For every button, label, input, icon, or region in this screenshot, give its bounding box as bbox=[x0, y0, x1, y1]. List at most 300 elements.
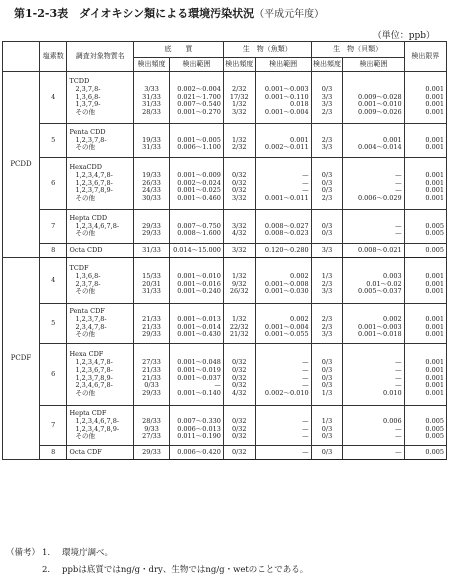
sh-freq-value: 3/3 bbox=[321, 287, 333, 296]
fish-range-cell bbox=[255, 158, 311, 210]
fish-freq-value: 0/32 bbox=[231, 447, 247, 456]
sh-freq-value: 0/3 bbox=[321, 381, 333, 390]
detection-limit-value: 0.001 bbox=[425, 194, 444, 203]
fish-freq-value: 0/32 bbox=[231, 432, 247, 441]
table-title bbox=[14, 5, 324, 21]
table-row bbox=[3, 124, 447, 158]
fish-range-value: — bbox=[302, 186, 309, 195]
fish-freq-value: 0/32 bbox=[231, 170, 247, 179]
notes-label: （備考） bbox=[6, 548, 41, 558]
fish-range-value: 0.001～0.008 bbox=[264, 279, 309, 288]
sed-range-value: 0.014～15.000 bbox=[173, 245, 221, 254]
header-sh-freq: 検出頻度 bbox=[311, 58, 343, 72]
fish-freq-value: 3/32 bbox=[231, 221, 247, 230]
fish-freq-value: 1/32 bbox=[231, 100, 247, 109]
fish-freq-cell bbox=[223, 124, 255, 158]
sed-range-value: 0.001～0.025 bbox=[177, 186, 221, 195]
fish-range-value: 0.001～0.055 bbox=[264, 330, 309, 339]
sh-freq-cell bbox=[311, 446, 343, 460]
sed-range-value: 0.002～0.024 bbox=[177, 178, 221, 187]
sh-range-value: — bbox=[395, 178, 402, 187]
sh-range-value: 0.003 bbox=[383, 271, 402, 280]
fish-range-cell bbox=[255, 210, 311, 244]
header-sediment: 底 質 bbox=[134, 42, 224, 58]
sh-freq-value: 0/3 bbox=[321, 357, 333, 366]
table-row bbox=[3, 72, 447, 124]
fish-freq-cell bbox=[223, 344, 255, 406]
fish-freq-value: 4/32 bbox=[231, 389, 247, 398]
fish-freq-value: 0/32 bbox=[231, 373, 247, 382]
detection-limit-cell bbox=[404, 158, 446, 210]
sh-range-value: 0.001～0.010 bbox=[357, 100, 402, 109]
fish-range-value: 0.001～0.003 bbox=[264, 84, 309, 93]
detection-limit-value: 0.001 bbox=[425, 170, 444, 179]
sed-freq-cell bbox=[134, 304, 170, 344]
sh-freq-value: 2/3 bbox=[321, 322, 333, 331]
sed-freq-cell bbox=[134, 258, 170, 304]
sed-range-value: 0.007～0.330 bbox=[177, 416, 221, 425]
fish-freq-value: 22/32 bbox=[229, 322, 249, 331]
sed-range-cell bbox=[170, 344, 224, 406]
sed-freq-value: 29/33 bbox=[142, 229, 161, 238]
sh-range-value: 0.01～0.02 bbox=[366, 279, 402, 288]
fish-freq-value: 0/32 bbox=[231, 381, 247, 390]
sh-freq-value: 0/3 bbox=[321, 84, 333, 93]
fish-freq-value: 0/32 bbox=[231, 416, 247, 425]
fish-range-value: — bbox=[302, 381, 309, 390]
fish-range-value: — bbox=[302, 178, 309, 187]
sed-range-value: 0.007～0.540 bbox=[177, 100, 221, 109]
detection-limit-value: 0.005 bbox=[425, 424, 444, 433]
sed-freq-value: 9/33 bbox=[144, 424, 159, 433]
sh-freq-value: 2/3 bbox=[321, 194, 333, 203]
substance-name: その他 bbox=[75, 229, 95, 238]
table-row bbox=[3, 210, 447, 244]
fish-freq-cell bbox=[223, 244, 255, 258]
substance-name: その他 bbox=[75, 432, 95, 441]
fish-freq-cell bbox=[223, 210, 255, 244]
sh-freq-value: 2/3 bbox=[321, 279, 333, 288]
sed-freq-value: 21/33 bbox=[142, 314, 161, 323]
note-row-1 bbox=[6, 545, 308, 562]
fish-range-value: 0.018 bbox=[290, 100, 309, 109]
sh-range-value: — bbox=[395, 447, 402, 456]
fish-freq-cell bbox=[223, 406, 255, 446]
substance-name: 1,3,6,8- bbox=[75, 271, 101, 280]
detection-limit-cell bbox=[404, 406, 446, 446]
fish-range-value: 0.002～0.010 bbox=[264, 389, 309, 398]
category-label: PCDD bbox=[3, 72, 40, 258]
sh-freq-value: 1/3 bbox=[321, 271, 333, 280]
sh-range-value: 0.001 bbox=[383, 135, 402, 144]
fish-freq-cell bbox=[223, 158, 255, 210]
sh-range-value: 0.009～0.026 bbox=[357, 108, 402, 117]
substance-names bbox=[67, 446, 134, 460]
sed-freq-value: 28/33 bbox=[142, 416, 161, 425]
sed-freq-value: 30/33 bbox=[142, 194, 161, 203]
sed-range-value: 0.011～0.190 bbox=[177, 432, 221, 441]
fish-freq-value: 2/32 bbox=[231, 143, 247, 152]
sed-range-cell bbox=[170, 158, 224, 210]
fish-freq-value: 3/32 bbox=[231, 108, 247, 117]
sed-range-cell bbox=[170, 210, 224, 244]
sh-range-value: 0.005～0.037 bbox=[357, 287, 402, 296]
sed-freq-cell bbox=[134, 406, 170, 446]
sed-range-value: 0.007～0.750 bbox=[177, 221, 221, 230]
sed-freq-cell bbox=[134, 158, 170, 210]
sed-freq-value: 29/33 bbox=[142, 447, 161, 456]
table-row bbox=[3, 304, 447, 344]
fish-range-cell bbox=[255, 124, 311, 158]
sh-range-cell bbox=[343, 446, 404, 460]
title-text: 第1-2-3表 ダイオキシン類による環境汚染状況 bbox=[14, 7, 255, 20]
sh-freq-cell bbox=[311, 258, 343, 304]
chlorine-count: 4 bbox=[40, 72, 67, 124]
substance-name: その他 bbox=[75, 389, 95, 398]
sh-freq-cell bbox=[311, 304, 343, 344]
substance-name: 1,2,3,4,7,8- bbox=[75, 170, 113, 179]
sed-freq-value: 26/33 bbox=[142, 178, 161, 187]
sed-freq-cell bbox=[134, 344, 170, 406]
unit-label: （単位：ppb） bbox=[372, 31, 435, 41]
sed-range-value: 0.001～0.270 bbox=[177, 108, 221, 117]
sed-freq-cell bbox=[134, 446, 170, 460]
detection-limit-value: 0.001 bbox=[425, 365, 444, 374]
sh-range-cell bbox=[343, 258, 404, 304]
fish-freq-cell bbox=[223, 258, 255, 304]
fish-freq-value: 0/32 bbox=[231, 178, 247, 187]
sed-range-value: 0.006～0.013 bbox=[177, 424, 221, 433]
sed-freq-value: 31/33 bbox=[142, 143, 161, 152]
sed-freq-value: 21/33 bbox=[142, 365, 161, 374]
fish-range-cell bbox=[255, 304, 311, 344]
sh-freq-cell bbox=[311, 210, 343, 244]
sed-range-cell bbox=[170, 304, 224, 344]
sed-range-value: 0.001～0.240 bbox=[177, 287, 221, 296]
sed-freq-value: 29/33 bbox=[142, 221, 161, 230]
table-row bbox=[3, 446, 447, 460]
table-row bbox=[3, 344, 447, 406]
sh-range-value: 0.006 bbox=[383, 416, 402, 425]
sh-freq-value: 0/3 bbox=[321, 373, 333, 382]
sed-range-cell bbox=[170, 446, 224, 460]
substance-name: その他 bbox=[75, 108, 95, 117]
sh-range-value: 0.010 bbox=[383, 389, 402, 398]
detection-limit-value: 0.005 bbox=[425, 245, 444, 254]
substance-name: 1,2,3,4,7,8- bbox=[75, 357, 113, 366]
sed-freq-value: 31/33 bbox=[142, 287, 161, 296]
sed-freq-cell bbox=[134, 124, 170, 158]
sed-freq-value: 31/33 bbox=[142, 100, 161, 109]
sh-freq-value: 3/3 bbox=[321, 330, 333, 339]
substance-name: その他 bbox=[75, 330, 95, 339]
fish-range-cell bbox=[255, 244, 311, 258]
substance-name: 2,3,7,8- bbox=[75, 84, 101, 93]
substance-name: その他 bbox=[75, 143, 95, 152]
sed-range-value: 0.001～0.140 bbox=[177, 389, 221, 398]
fish-range-value: 0.001～0.011 bbox=[264, 194, 309, 203]
header-substance: 調査対象物質名 bbox=[67, 42, 134, 72]
fish-range-cell bbox=[255, 72, 311, 124]
fish-range-value: — bbox=[302, 170, 309, 179]
fish-freq-value: 17/32 bbox=[229, 92, 249, 101]
sh-range-value bbox=[345, 215, 401, 223]
sh-freq-value: 0/3 bbox=[321, 221, 333, 230]
header-chlorine: 塩素数 bbox=[40, 42, 67, 72]
sh-range-value: — bbox=[395, 221, 402, 230]
header-fish-range: 検出範囲 bbox=[255, 58, 311, 72]
substance-name: 1,2,3,7,8- bbox=[75, 135, 107, 144]
fish-range-value: — bbox=[302, 424, 309, 433]
fish-range-value: — bbox=[302, 365, 309, 374]
sh-range-value: 0.004～0.014 bbox=[357, 143, 402, 152]
detection-limit-cell bbox=[404, 72, 446, 124]
sh-freq-value: 2/3 bbox=[321, 108, 333, 117]
fish-range-value: — bbox=[302, 447, 309, 456]
fish-range-cell bbox=[255, 406, 311, 446]
sh-range-value bbox=[345, 164, 401, 172]
fish-freq-value: 1/32 bbox=[231, 135, 247, 144]
sh-freq-value: 3/3 bbox=[321, 92, 333, 101]
sh-freq-value: 0/3 bbox=[321, 186, 333, 195]
sh-freq-value: 0/3 bbox=[321, 432, 333, 441]
substance-name: Octa CDF bbox=[69, 447, 102, 456]
sh-freq-cell bbox=[311, 124, 343, 158]
sh-range-value: — bbox=[395, 432, 402, 441]
fish-freq-value: 9/32 bbox=[231, 279, 247, 288]
sh-freq-cell bbox=[311, 344, 343, 406]
substance-names bbox=[67, 124, 134, 158]
substance-name: 1,3,7,9- bbox=[75, 100, 101, 109]
sed-range-value: 0.021～1.700 bbox=[177, 92, 221, 101]
sh-freq-value: 3/3 bbox=[321, 245, 333, 254]
header-sh-range: 検出範囲 bbox=[343, 58, 404, 72]
fish-freq-value: 21/32 bbox=[229, 330, 249, 339]
detection-limit-value: 0.001 bbox=[425, 322, 444, 331]
sed-freq-value: 19/33 bbox=[142, 135, 161, 144]
substance-name: その他 bbox=[75, 194, 95, 203]
substance-name: 1,2,3,6,7,8- bbox=[75, 178, 113, 187]
detection-limit-value: 0.001 bbox=[425, 186, 444, 195]
sh-freq-value: 0/3 bbox=[321, 170, 333, 179]
note-number: 1. bbox=[42, 548, 51, 558]
sh-range-value: — bbox=[395, 424, 402, 433]
fish-range-value: — bbox=[302, 432, 309, 441]
sed-range-cell bbox=[170, 244, 224, 258]
header-blank bbox=[3, 42, 40, 72]
fish-freq-cell bbox=[223, 304, 255, 344]
sed-range-value: 0.006～0.420 bbox=[177, 447, 221, 456]
substance-name: Hexa CDF bbox=[69, 350, 104, 359]
sh-range-value: 0.002 bbox=[383, 314, 402, 323]
sed-freq-value: 27/33 bbox=[142, 432, 161, 441]
sh-range-value: — bbox=[395, 170, 402, 179]
substance-names bbox=[67, 72, 134, 124]
fish-freq-value: 26/32 bbox=[229, 287, 249, 296]
header-fish: 生 物（魚類） bbox=[223, 42, 311, 58]
detection-limit-value: 0.005 bbox=[425, 229, 444, 238]
sed-freq-value: 29/33 bbox=[142, 389, 161, 398]
chlorine-count: 8 bbox=[40, 244, 67, 258]
sed-range-value: 0.001～0.016 bbox=[177, 279, 221, 288]
substance-name: 1,2,3,4,7,8,9- bbox=[75, 424, 120, 433]
sed-range-value: 0.001～0.013 bbox=[177, 314, 221, 323]
detection-limit-value: 0.001 bbox=[425, 143, 444, 152]
detection-limit-cell bbox=[404, 344, 446, 406]
sh-range-value bbox=[345, 351, 401, 359]
sed-freq-value: 21/33 bbox=[142, 373, 161, 382]
fish-range-value: 0.002～0.011 bbox=[264, 143, 309, 152]
substance-name: 2,3,4,7,8- bbox=[75, 322, 107, 331]
sed-freq-cell bbox=[134, 244, 170, 258]
sh-freq-value: 2/3 bbox=[321, 314, 333, 323]
fish-range-value: 0.002 bbox=[290, 271, 309, 280]
substance-name: 2,3,4,6,7,8- bbox=[75, 381, 113, 390]
detection-limit-value: 0.001 bbox=[425, 330, 444, 339]
sh-range-value: — bbox=[395, 373, 402, 382]
fish-range-value: — bbox=[302, 357, 309, 366]
fish-freq-value: 0/32 bbox=[231, 365, 247, 374]
note-text: ppbは底質ではng/g・dry、生物ではng/g・wetのことである。 bbox=[62, 565, 309, 575]
sed-range-value: 0.001～0.010 bbox=[177, 271, 221, 280]
note-number: 2. bbox=[42, 565, 51, 575]
substance-name: Penta CDD bbox=[69, 127, 106, 136]
sh-freq-value: 0/3 bbox=[321, 424, 333, 433]
note-text: 環境庁調べ。 bbox=[62, 548, 114, 558]
detection-limit-value: 0.001 bbox=[425, 314, 444, 323]
sh-range-value: — bbox=[395, 186, 402, 195]
fish-range-value: 0.001 bbox=[290, 135, 309, 144]
sh-range-cell bbox=[343, 124, 404, 158]
sh-range-value: — bbox=[395, 381, 402, 390]
substance-name: 1,3,6,8- bbox=[75, 92, 101, 101]
note-row-2 bbox=[6, 562, 308, 579]
detection-limit-cell bbox=[404, 124, 446, 158]
sed-range-value: 0.001～0.460 bbox=[177, 194, 221, 203]
sh-range-cell bbox=[343, 72, 404, 124]
sed-freq-value: 31/33 bbox=[142, 92, 161, 101]
sh-freq-value: 0/3 bbox=[321, 365, 333, 374]
substance-name: その他 bbox=[75, 287, 95, 296]
fish-range-value: 0.120～0.280 bbox=[264, 245, 309, 254]
sh-freq-value: 3/3 bbox=[321, 143, 333, 152]
detection-limit-value: 0.001 bbox=[425, 287, 444, 296]
sed-freq-value: 29/33 bbox=[142, 330, 161, 339]
substance-name: 1,2,3,6,7,8- bbox=[75, 365, 113, 374]
substance-name: 1,2,3,7,8- bbox=[75, 314, 107, 323]
sed-range-cell bbox=[170, 124, 224, 158]
detection-limit-value: 0.001 bbox=[425, 178, 444, 187]
detection-limit-value: 0.005 bbox=[425, 432, 444, 441]
fish-freq-value: 2/32 bbox=[231, 84, 247, 93]
detection-limit-value: 0.001 bbox=[425, 373, 444, 382]
fish-freq-value: 1/32 bbox=[231, 314, 247, 323]
table-row bbox=[3, 406, 447, 446]
detection-limit-value: 0.001 bbox=[425, 357, 444, 366]
fish-range-value bbox=[258, 351, 309, 359]
title-year: （平成元年度） bbox=[254, 9, 325, 20]
sed-range-value: 0.002～0.004 bbox=[177, 84, 221, 93]
sh-range-cell bbox=[343, 406, 404, 446]
chlorine-count: 4 bbox=[40, 258, 67, 304]
sed-freq-value: 20/31 bbox=[142, 279, 161, 288]
table-row bbox=[3, 158, 447, 210]
substance-names bbox=[67, 210, 134, 244]
sh-range-value: — bbox=[395, 365, 402, 374]
sh-range-value: 0.009～0.028 bbox=[357, 92, 402, 101]
sh-freq-value: 2/3 bbox=[321, 135, 333, 144]
substance-names bbox=[67, 304, 134, 344]
sh-range-cell bbox=[343, 304, 404, 344]
fish-range-value: 0.001～0.004 bbox=[264, 108, 309, 117]
detection-limit-value: 0.005 bbox=[425, 416, 444, 425]
fish-range-value: 0.002 bbox=[290, 314, 309, 323]
substance-name: 1,2,3,7,8,9- bbox=[75, 186, 113, 195]
sed-freq-value: 3/33 bbox=[144, 84, 159, 93]
sh-range-value: 0.001～0.003 bbox=[357, 322, 402, 331]
detection-limit-value: 0.001 bbox=[425, 108, 444, 117]
category-label: PCDF bbox=[3, 258, 40, 460]
fish-freq-value: 3/32 bbox=[231, 194, 247, 203]
header-fish-freq: 検出頻度 bbox=[223, 58, 255, 72]
substance-name: 1,2,3,4,6,7,8- bbox=[75, 221, 120, 230]
detection-limit-value: 0.001 bbox=[425, 279, 444, 288]
sed-freq-value: 19/33 bbox=[142, 170, 161, 179]
chlorine-count: 5 bbox=[40, 124, 67, 158]
substance-name: Penta CDF bbox=[69, 306, 105, 315]
detection-limit-value: 0.001 bbox=[425, 92, 444, 101]
header-sed-range: 検出範囲 bbox=[170, 58, 224, 72]
sh-freq-cell bbox=[311, 406, 343, 446]
fish-range-value bbox=[258, 410, 309, 418]
sed-range-cell bbox=[170, 258, 224, 304]
detection-limit-cell bbox=[404, 304, 446, 344]
substance-name: 1,2,3,7,8,9- bbox=[75, 373, 113, 382]
fish-range-cell bbox=[255, 258, 311, 304]
chlorine-count: 7 bbox=[40, 210, 67, 244]
detection-limit-value: 0.005 bbox=[425, 447, 444, 456]
sed-range-value: 0.001～0.037 bbox=[177, 373, 221, 382]
detection-limit-cell bbox=[404, 244, 446, 258]
fish-range-value: — bbox=[302, 373, 309, 382]
sh-range-value: 0.006～0.029 bbox=[357, 194, 402, 203]
substance-name: HexaCDD bbox=[69, 163, 102, 171]
substance-names bbox=[67, 244, 134, 258]
sh-range-value: 0.008～0.021 bbox=[357, 245, 402, 254]
substance-name: Hepta CDD bbox=[69, 213, 108, 222]
detection-limit-cell bbox=[404, 446, 446, 460]
detection-limit-cell bbox=[404, 258, 446, 304]
fish-freq-value: 0/32 bbox=[231, 357, 247, 366]
sed-range-value: 0.006～1.100 bbox=[177, 143, 221, 152]
sed-range-value: 0.008～1.600 bbox=[177, 229, 221, 238]
sh-freq-value: 1/3 bbox=[321, 416, 333, 425]
sed-freq-value: 21/33 bbox=[142, 322, 161, 331]
sed-range-value: 0.001～0.430 bbox=[177, 330, 221, 339]
substance-name: Octa CDD bbox=[69, 245, 103, 254]
substance-name: Hepta CDF bbox=[69, 408, 107, 417]
fish-freq-value: 1/32 bbox=[231, 271, 247, 280]
substance-names bbox=[67, 158, 134, 210]
detection-limit-value: 0.001 bbox=[425, 135, 444, 144]
sed-range-value: 0.001～0.019 bbox=[177, 365, 221, 374]
fish-range-value: 0.001～0.110 bbox=[264, 92, 309, 101]
sed-freq-value: 27/33 bbox=[142, 357, 161, 366]
sh-freq-cell bbox=[311, 72, 343, 124]
fish-freq-value: 3/32 bbox=[231, 245, 247, 254]
notes bbox=[6, 545, 308, 579]
sh-freq-value: 0/3 bbox=[321, 229, 333, 238]
